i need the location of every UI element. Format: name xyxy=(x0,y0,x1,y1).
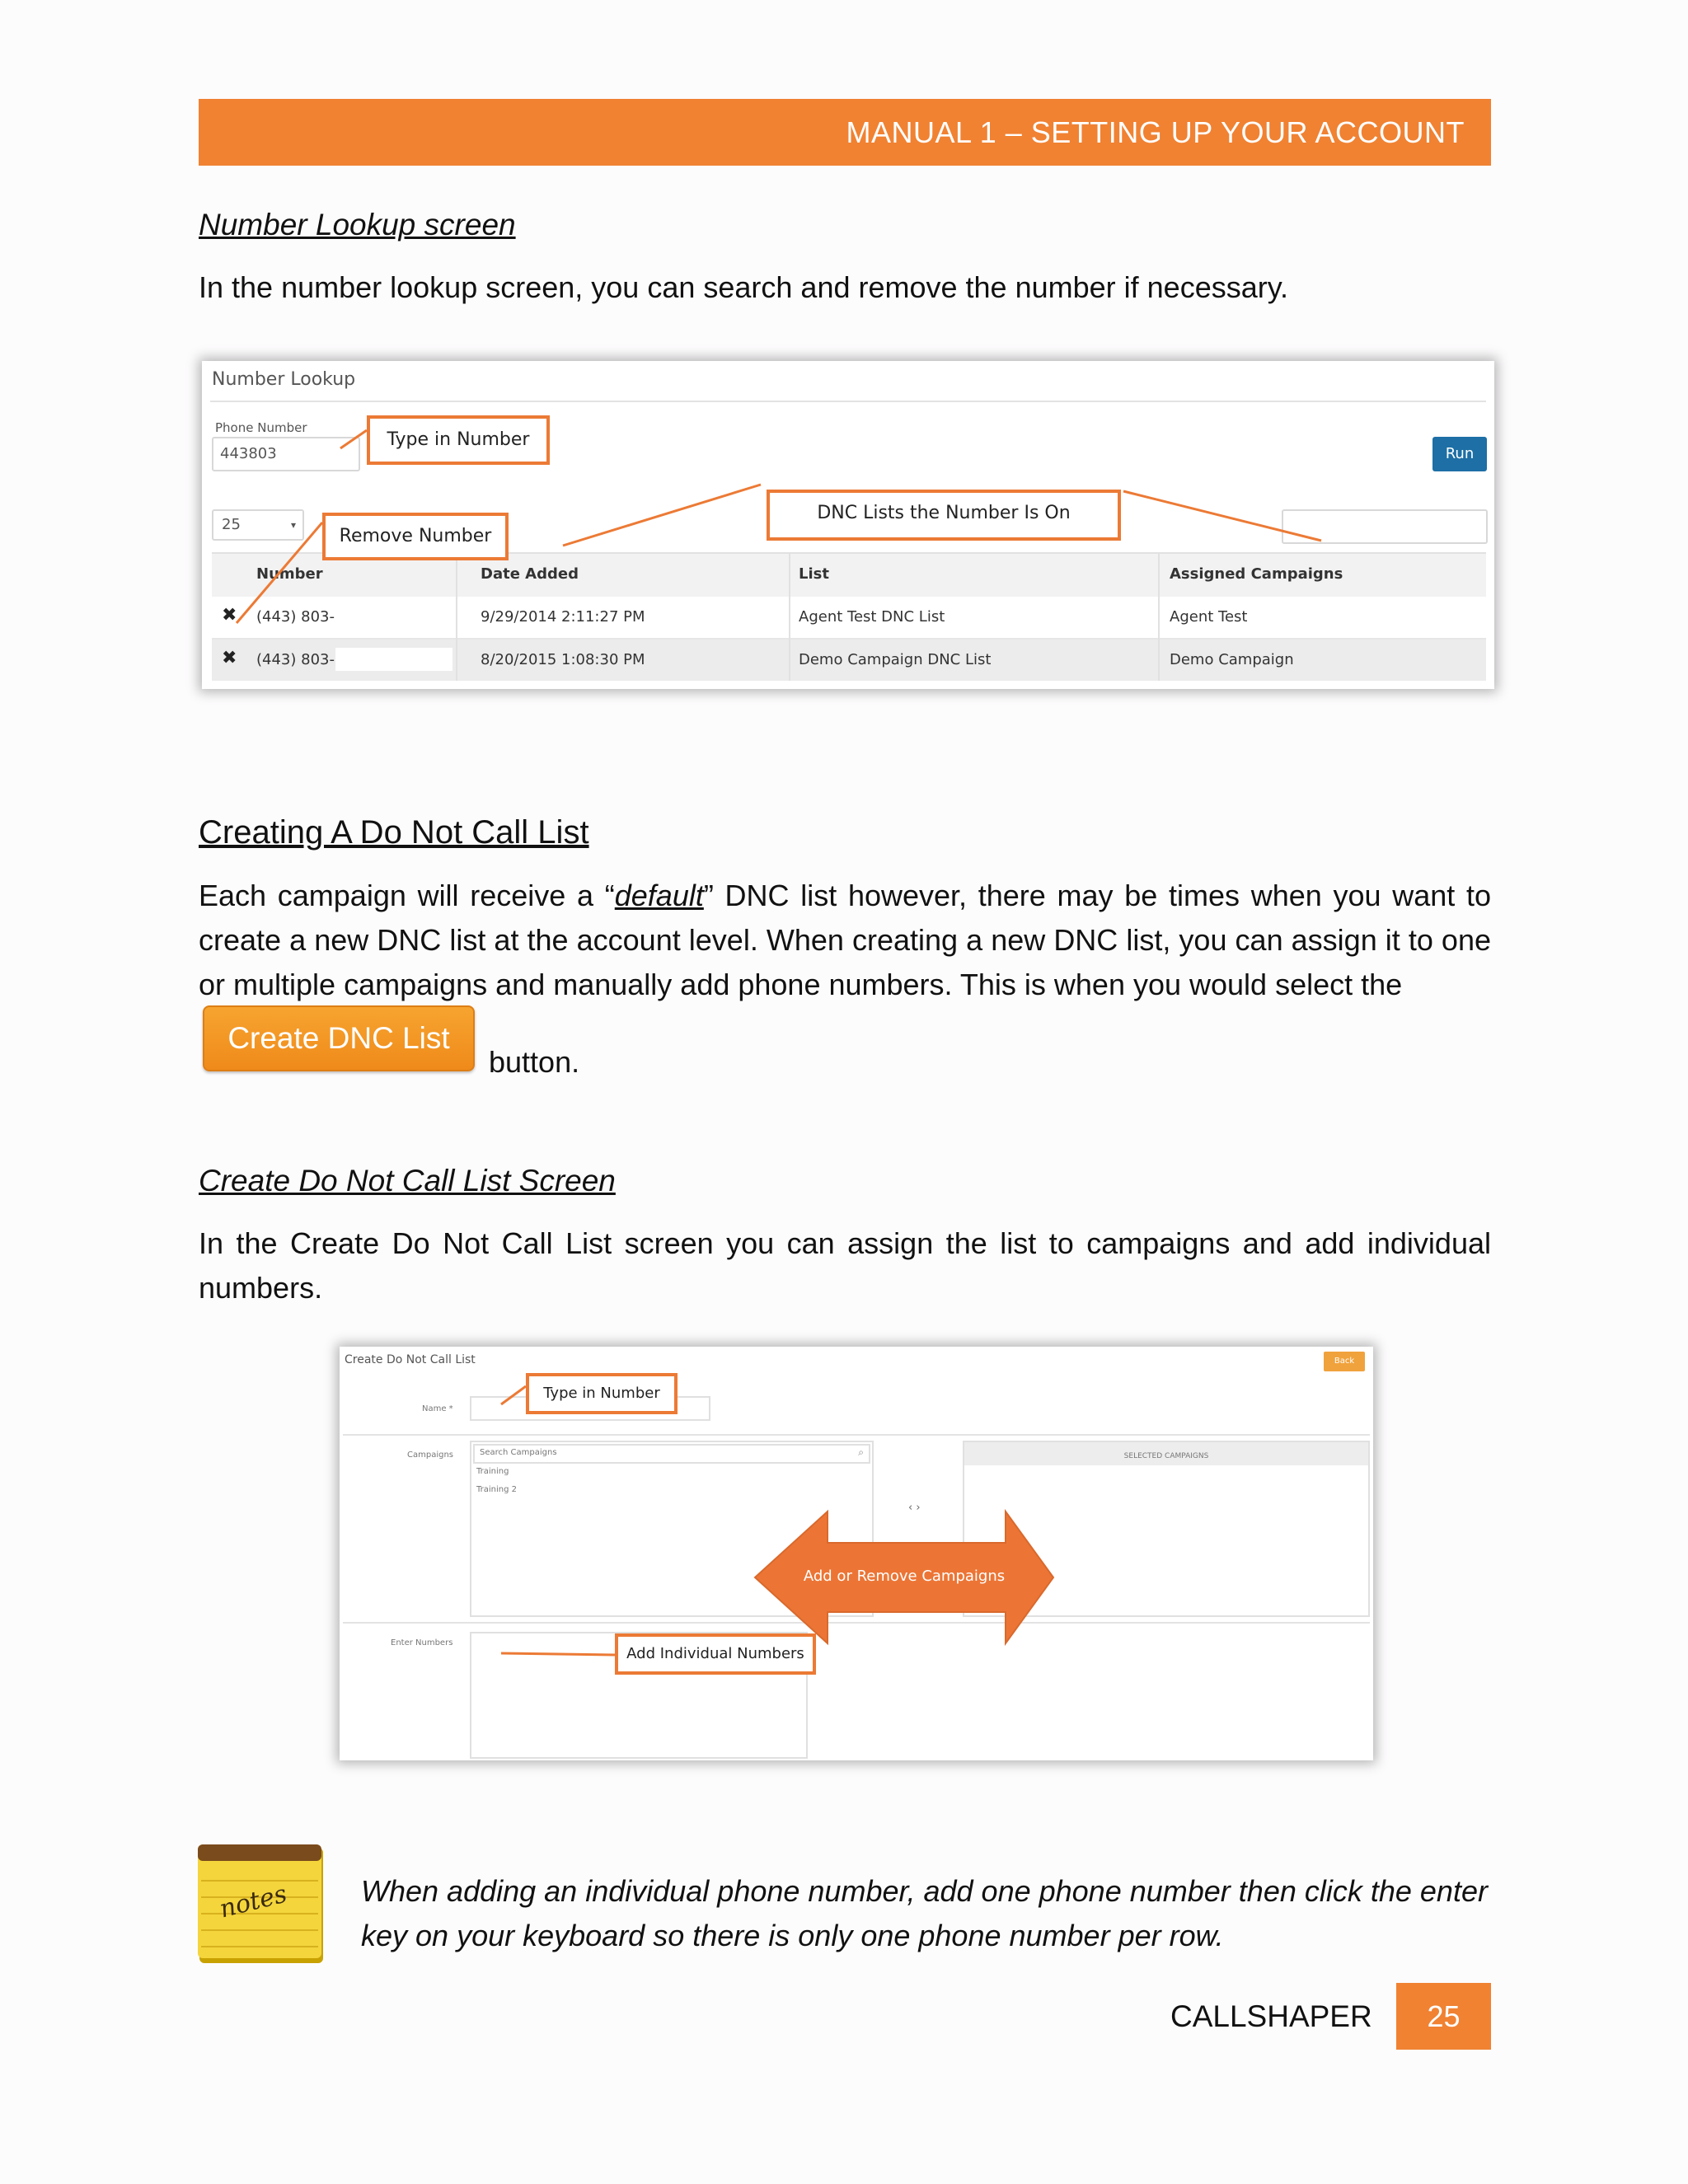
search-placeholder: Search Campaigns xyxy=(480,1448,557,1457)
move-arrows-icon[interactable]: ‹ › xyxy=(908,1502,921,1514)
col-number: Number xyxy=(256,565,323,583)
notes-icon xyxy=(195,1843,326,1966)
phone-number-input[interactable]: 443803 xyxy=(212,437,360,471)
create-screen-paragraph: In the Create Do Not Call List screen you can assign the list to campaigns and add individual numbers. xyxy=(199,1226,1491,1305)
phone-number-label: Phone Number xyxy=(215,420,307,435)
header-bar xyxy=(199,99,1491,166)
page-size-value: 25 xyxy=(222,516,241,533)
number-lookup-screenshot xyxy=(202,361,1494,689)
campaigns-label: Campaigns xyxy=(407,1451,454,1460)
callout-graphics xyxy=(340,1347,1373,1760)
number-lookup-paragraph: In the number lookup screen, you can search and remove the number if necessary. xyxy=(199,270,1289,304)
remove-icon[interactable]: ✖ xyxy=(222,605,237,626)
name-label: Name * xyxy=(422,1404,453,1413)
after-button-text: button. xyxy=(489,1045,580,1079)
footer-brand: CALLSHAPER xyxy=(1170,1999,1372,2033)
search-icon: ⌕ xyxy=(858,1446,864,1458)
cell-date: 9/29/2014 2:11:27 PM xyxy=(481,608,645,626)
create-dnc-list-button[interactable]: Create DNC List xyxy=(203,1005,475,1071)
cell-campaign: Demo Campaign xyxy=(1170,651,1294,668)
lookup-title: Number Lookup xyxy=(212,369,356,390)
creating-dnc-paragraph xyxy=(199,874,1491,1007)
col-list: List xyxy=(799,565,829,583)
cell-date: 8/20/2015 1:08:30 PM xyxy=(481,651,645,668)
callout-remove-number: Remove Number xyxy=(322,513,509,560)
notes-icon-label: notes xyxy=(216,1879,290,1924)
chevron-down-icon: ▾ xyxy=(290,519,296,531)
col-date-added: Date Added xyxy=(481,565,579,583)
campaign-item[interactable]: Training xyxy=(476,1467,509,1476)
campaign-item[interactable]: Training 2 xyxy=(476,1485,517,1494)
callout-type-in-number: Type in Number xyxy=(526,1373,678,1414)
callout-add-individual-numbers: Add Individual Numbers xyxy=(615,1633,816,1675)
para-emphasis: default xyxy=(614,879,704,912)
selected-campaigns-title: SELECTED CAMPAIGNS xyxy=(1123,1452,1209,1460)
enter-numbers-label: Enter Numbers xyxy=(391,1638,453,1647)
create-title: Create Do Not Call List xyxy=(345,1353,476,1366)
cell-list: Demo Campaign DNC List xyxy=(799,651,992,668)
section-heading-creating-dnc: Creating A Do Not Call List xyxy=(199,814,589,851)
callout-dnc-lists: DNC Lists the Number Is On xyxy=(767,490,1121,541)
back-button[interactable]: Back xyxy=(1324,1352,1365,1371)
para-text-start: Each campaign will receive a “ xyxy=(199,879,615,912)
cell-number: (443) 803- xyxy=(256,651,335,668)
section-heading-create-screen: Create Do Not Call List Screen xyxy=(199,1164,616,1197)
callout-add-remove-campaigns: Add or Remove Campaigns xyxy=(803,1568,1006,1585)
cell-number: (443) 803- xyxy=(256,608,335,626)
page-number: 25 xyxy=(1396,1983,1491,2050)
callout-type-in-number: Type in Number xyxy=(367,415,550,465)
remove-icon[interactable]: ✖ xyxy=(222,648,237,668)
run-button[interactable]: Run xyxy=(1432,437,1487,471)
col-assigned-campaigns: Assigned Campaigns xyxy=(1170,565,1343,583)
section-heading-number-lookup: Number Lookup screen xyxy=(199,208,516,241)
cell-list: Agent Test DNC List xyxy=(799,608,945,626)
para-text-end: ” DNC list however, there may be times when you want to create a new DNC list at the account level. When creating a new DNC list, you can assign it to one or multiple campaigns and manually add phone numbers. This is when you would select the xyxy=(199,879,1491,1001)
notes-text: When adding an individual phone number, add one phone number then click the enter key on your keyboard so there is only one phone number per row. xyxy=(361,1874,1488,1952)
cell-campaign: Agent Test xyxy=(1170,608,1248,626)
header-title: MANUAL 1 – SETTING UP YOUR ACCOUNT xyxy=(846,115,1465,149)
create-dnc-screenshot xyxy=(340,1347,1373,1760)
